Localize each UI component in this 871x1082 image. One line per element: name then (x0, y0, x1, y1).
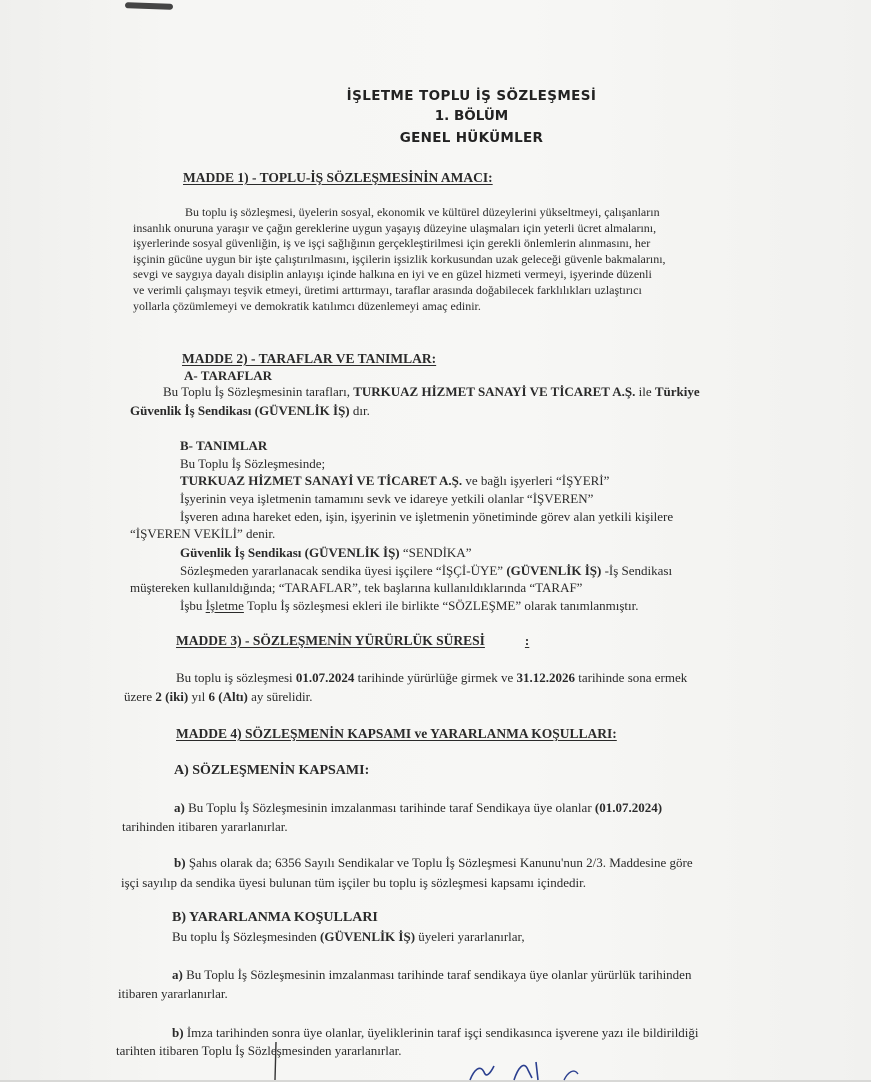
signature-ink (440, 1052, 650, 1082)
yararlanma-a-line-1 (172, 968, 691, 981)
union-name: Türkiye (654, 384, 700, 399)
text: ile (635, 384, 655, 399)
union-short-name: (GÜVENLİK İŞ) (320, 929, 416, 944)
start-date: 01.07.2024 (295, 670, 355, 685)
madde-1-body (133, 205, 818, 314)
text: Bu Toplu İş Sözleşmesinin tarafları, (163, 384, 354, 399)
madde-1-line: yollarla çözümlemeyi ve demokratik katılımcı düzenlemeyi amaç edinir. (133, 298, 481, 313)
company-name: TURKUAZ HİZMET SANAYİ VE TİCARET A.Ş. (180, 473, 463, 488)
madde-1-line: sevgi ve saygıya dayalı disiplin anlayışı içinde halkına en iyi ve en güzel hizmeti vermeyi, işyerinde düzenli (133, 267, 652, 282)
yararlanma-heading: B) YARARLANMA KOŞULLARI (172, 910, 378, 925)
yararlanma-b-line-2: tarihten itibaren Toplu İş Sözleşmesinden yararlanırlar. (116, 1043, 402, 1058)
kapsam-b-line-2: işçi sayılıp da sendika üyesi bulunan tüm işçiler bu toplu iş sözleşmesi kapsamı içindedir. (121, 875, 587, 890)
taraflar-line-1 (163, 385, 700, 398)
text: dır. (349, 403, 370, 418)
tanimlar-line-3: İşyerinin veya işletmenin tamamını sevk ve idareye yetkili olanlar “İŞVEREN” (180, 491, 594, 506)
tanimlar-line-6 (180, 546, 471, 559)
section-number: 1. BÖLÜM (434, 108, 509, 124)
yararlanma-b-line-1 (172, 1026, 699, 1039)
text: İmza tarihinden sonra üye olanlar, üyeliklerinin taraf işçi sendikasınca işverene yazı ile bildirildiği (183, 1025, 699, 1040)
item-label: a) (172, 967, 183, 982)
tanimlar-heading: B- TANIMLAR (180, 438, 268, 453)
madde-1-line: işyerlerinde sosyal güvenliğin, iş ve işçi sağlığının gerçekleştirilmesi için gerekli önlemlerin alınmasını, her (133, 236, 651, 251)
end-date: 31.12.2026 (516, 670, 575, 685)
company-name: TURKUAZ HİZMET SANAYİ VE TİCARET A.Ş. (353, 384, 636, 399)
madde-1-line: işçinin gücüne uygun bir işte çalıştırılmasını, işçilerin işsizlik korkusundan uzak geleceği güvenle bakmalarını, (133, 251, 666, 266)
tanimlar-line-9 (180, 599, 638, 612)
kapsam-b-line-1 (174, 856, 693, 869)
text: yıl (188, 689, 209, 704)
text: üzere (124, 689, 156, 704)
tanimlar-line-7 (180, 564, 672, 577)
tanimlar-line-1: Bu Toplu İş Sözleşmesinde; (180, 456, 326, 471)
union-name: Güvenlik İş Sendikası (GÜVENLİK İŞ) (130, 403, 350, 418)
madde-3-heading-colon: : (524, 633, 530, 648)
tanimlar-line-5: “İŞVEREN VEKİLİ” denir. (130, 526, 276, 541)
kapsam-heading: A) SÖZLEŞMENİN KAPSAMI: (174, 763, 370, 778)
text: ve bağlı işyerleri “İŞYERİ” (462, 473, 610, 488)
madde-1-line: Bu toplu iş sözleşmesi, üyelerin sosyal, ekonomik ve kültürel düzeylerini yükseltmeyi, çalışanların (185, 205, 660, 219)
text: üyeleri yararlanırlar, (415, 929, 525, 944)
taraflar-line-2 (130, 404, 370, 417)
underlined-term: İşletme (205, 598, 244, 613)
text: Sözleşmeden yararlanacak sendika üyesi işçilere “İŞÇİ-ÜYE” (180, 563, 507, 578)
madde-1-line: ve verimli çalışmayı teşvik etmeyi, üretimi arttırmayı, taraflar arasında doğabilecek farklılıkları uzlaştırıcı (133, 282, 642, 297)
madde-1-line: insanlık onuruna yaraşır ve çağın gereklerine uygun yaşayış düzeyine ulaşmaları için yeterli ücret almalarını, (133, 220, 657, 235)
text: “SENDİKA” (399, 545, 472, 560)
madde-1-heading: MADDE 1) - TOPLU-İŞ SÖZLEŞMESİNİN AMACI: (183, 170, 493, 185)
kapsam-a-line-2: tarihinden itibaren yararlanırlar. (122, 819, 288, 834)
text: Bu Toplu İş Sözleşmesinin imzalanması tarihinde taraf sendikaya üye olanlar yürürlük tarihinden (182, 967, 692, 982)
union-short-name: (GÜVENLİK İŞ) (506, 563, 602, 578)
tanimlar-line-2 (180, 474, 609, 487)
tanimlar-line-4: İşveren adına hareket eden, işin, işyerinin ve işletmenin yönetiminde görev alan yetkili kişilere (180, 509, 674, 524)
text: Şahıs olarak da; 6356 Sayılı Sendikalar ve Toplu İş Sözleşmesi Kanunu'nun 2/3. Maddesine göre (185, 855, 693, 870)
yararlanma-line-1 (172, 930, 525, 943)
taraflar-heading: A- TARAFLAR (184, 368, 272, 383)
text: tarihinde yürürlüğe girmek ve (354, 670, 517, 685)
text: Bu toplu İş Sözleşmesinden (172, 929, 321, 944)
duration-months: 6 (Altı) (208, 689, 248, 704)
kapsam-a-line-1 (174, 801, 662, 814)
section-title: GENEL HÜKÜMLER (399, 130, 544, 146)
text: tarihinde sona ermek (574, 670, 688, 685)
text: Toplu İş sözleşmesi ekleri ile birlikte “SÖZLEŞME” olarak tanımlanmıştır. (243, 598, 639, 613)
union-name: Güvenlik İş Sendikası (GÜVENLİK İŞ) (180, 545, 400, 560)
text: ay sürelidir. (247, 689, 313, 704)
duration-years: 2 (iki) (155, 689, 189, 704)
item-label: b) (172, 1025, 184, 1040)
madde-4-heading: MADDE 4) SÖZLEŞMENİN KAPSAMI ve YARARLANMA KOŞULLARI: (176, 726, 617, 741)
text: -İş Sendikası (601, 563, 673, 578)
madde-3-heading (176, 634, 529, 648)
tanimlar-line-8: müştereken kullanıldığında; “TARAFLAR”, tek başlarına kullanıldıklarında “TARAF” (130, 580, 583, 595)
yararlanma-a-line-2: itibaren yararlanırlar. (118, 986, 228, 1001)
margin-stroke (270, 1040, 282, 1080)
text: İşbu (180, 598, 206, 613)
text: Bu Toplu İş Sözleşmesinin imzalanması tarihinde taraf Sendikaya üye olanlar (184, 800, 595, 815)
madde-3-heading-text: MADDE 3) - SÖZLEŞMENİN YÜRÜRLÜK SÜRESİ (176, 633, 485, 648)
madde-3-line-1 (176, 671, 687, 684)
madde-3-line-2 (124, 690, 313, 703)
text: Bu toplu iş sözleşmesi (176, 670, 296, 685)
pen-mark (125, 2, 173, 10)
item-label: b) (174, 855, 186, 870)
document-title: İŞLETME TOPLU İŞ SÖZLEŞMESİ (346, 88, 597, 104)
madde-2-heading: MADDE 2) - TARAFLAR VE TANIMLAR: (182, 351, 437, 366)
date: (01.07.2024) (594, 800, 663, 815)
item-label: a) (174, 800, 185, 815)
